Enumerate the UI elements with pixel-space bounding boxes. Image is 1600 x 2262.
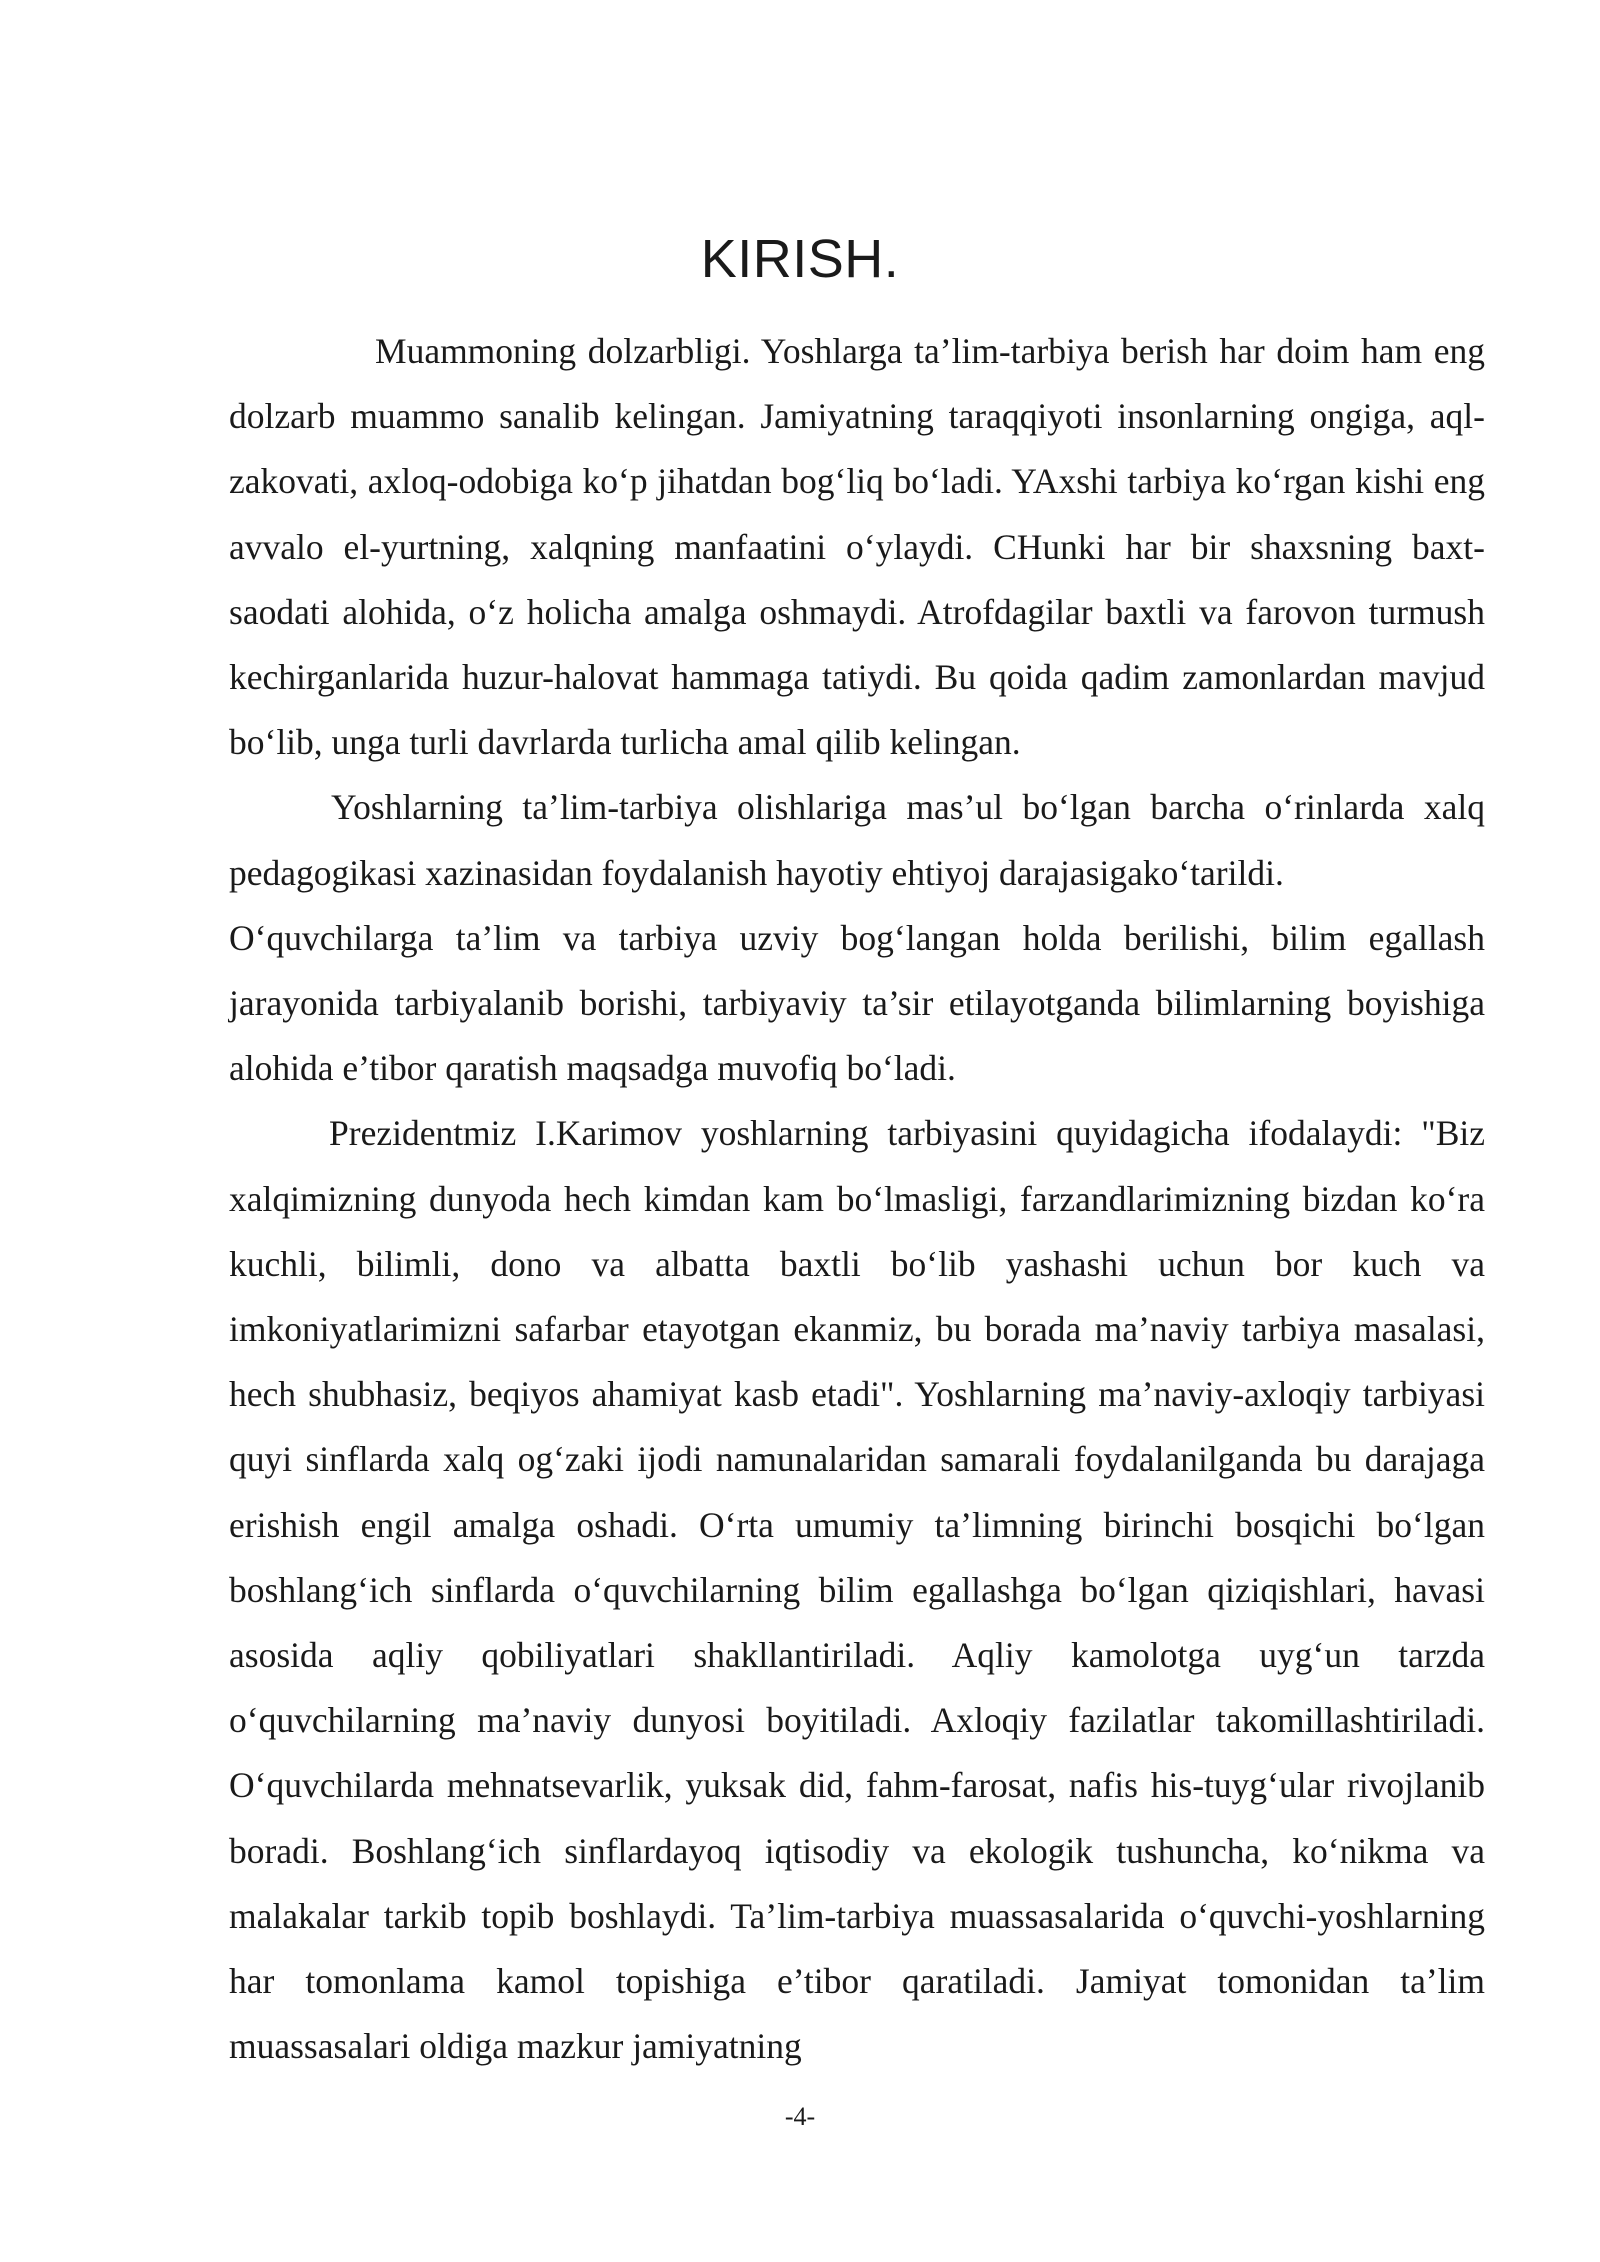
body-text [229,319,1485,2079]
paragraph-3: O‘quvchilarga ta’lim va tarbiya uzviy bog‘langan holda berilishi, bilim egallash jarayonida tarbiyalanib borishi, tarbiyaviy ta’sir etilayotganda bilimlarning boyishiga alohida e’tibor qaratish maqsadga muvofiq bo‘ladi. [229,917,1485,1089]
paragraph-1: Muammoning dolzarbligi. Yoshlarga ta’lim-tarbiya berish har doim ham eng dolzarb muammo sanalib kelingan. Jamiyatning taraqqiyoti insonlarning ongiga, aql-zakovati, axloq-odobiga ko‘p jihatdan bog‘liq bo‘ladi. YAxshi tarbiya ko‘rgan kishi eng avvalo el-yurtning, xalqning manfaatini o‘ylaydi. CHunki har bir shaxsning baxt-saodati alohida, o‘z holicha amalga oshmaydi. Atrofdagilar baxtli va farovon turmush kechirganlarida huzur-halovat hammaga tatiydi. Bu qoida qadim zamonlardan mavjud bo‘lib, unga turli davrlarda turlicha amal qilib kelingan. [229,331,1485,763]
page-number: -4- [784,2102,816,2131]
page-title: KIRISH. [700,229,900,289]
paragraph-4: Prezidentmiz I.Karimov yoshlarning tarbiyasini quyidagicha ifodalaydi: "Biz xalqimizning dunyoda hech kimdan kam bo‘lmasligi, farzandlarimizning bizdan ko‘ra kuchli, bilimli, dono va albatta baxtli bo‘lib yashashi uchun bor kuch va imkoniyatlarimizni safarbar etayotgan ekanmiz, bu borada ma’naviy tarbiya masalasi, hech shubhasiz, beqiyos ahamiyat kasb etadi". Yoshlarning ma’naviy-axloqiy tarbiyasi quyi sinflarda xalq og‘zaki ijodi namunalaridan samarali foydalanilganda bu darajaga erishish engil amalga oshadi. O‘rta umumiy ta’limning birinchi bosqichi bo‘lgan boshlang‘ich sinflarda o‘quvchilarning bilim egallashga bo‘lgan qiziqishlari, havasi asosida aqliy qobiliyatlari shakllantiriladi. Aqliy kamolotga uyg‘un tarzda o‘quvchilarning ma’naviy dunyosi boyitiladi. Axloqiy fazilatlar takomillashtiriladi. O‘quvchilarda mehnatsevarlik, yuksak did, fahm-farosat, nafis his-tuyg‘ular rivojlanib boradi. Boshlang‘ich sinflardayoq iqtisodiy va ekologik tushuncha, ko‘nikma va malakalar tarkib topib boshlaydi. Ta’lim-tarbiya muassasalarida o‘quvchi-yoshlarning har tomonlama kamol topishiga e’tibor qaratiladi. Jamiyat tomonidan ta’lim muassasalari oldiga mazkur jamiyatning [229,1113,1485,2067]
paragraph-2: Yoshlarning ta’lim-tarbiya olishlariga mas’ul bo‘lgan barcha o‘rinlarda xalq pedagogikasi xazinasidan foydalanish hayotiy ehtiyoj darajasigako‘tarildi. [229,787,1485,893]
